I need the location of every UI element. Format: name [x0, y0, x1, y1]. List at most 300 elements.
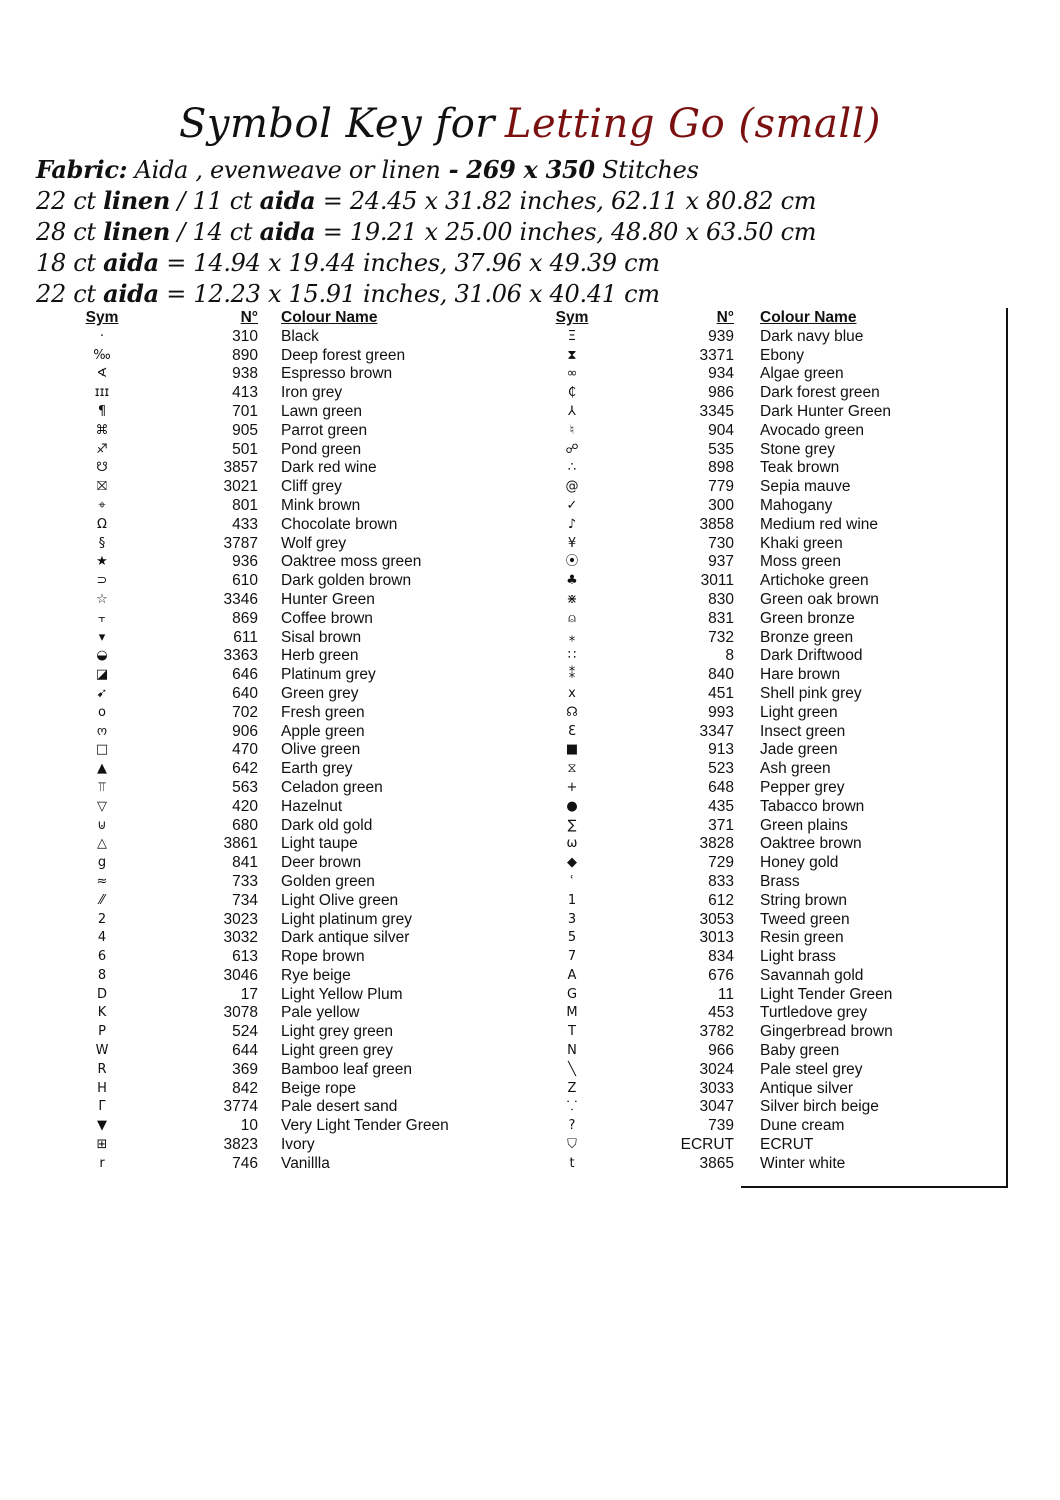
- symbol-icon: ♣: [566, 573, 578, 589]
- colour-name: Fresh green: [281, 703, 365, 721]
- colour-name: Bamboo leaf green: [281, 1060, 412, 1078]
- symbol-icon: ∷: [567, 648, 577, 664]
- count: 11 ct: [192, 187, 253, 215]
- dmc-number: 937: [708, 553, 734, 571]
- symbol-icon: r: [99, 1155, 105, 1171]
- colour-name: Green bronze: [760, 609, 855, 627]
- symbol-icon: ≈: [96, 873, 108, 889]
- dmc-number: 3047: [699, 1098, 734, 1116]
- fabric-type: aida: [259, 186, 316, 215]
- dmc-number: 612: [708, 891, 734, 909]
- symbol-icon: ⊍: [97, 817, 107, 833]
- dmc-number: 904: [708, 421, 734, 439]
- dmc-number: 934: [708, 365, 734, 383]
- symbol-icon: ⫪: [98, 779, 106, 795]
- dmc-number: 640: [232, 684, 258, 702]
- colour-name: Tabacco brown: [760, 797, 865, 815]
- symbol-icon: ω: [566, 836, 578, 852]
- dmc-number: 3032: [223, 929, 258, 947]
- symbol-icon: ♪: [567, 516, 577, 532]
- symbol-icon: △: [97, 836, 107, 852]
- dmc-number: 420: [232, 797, 258, 815]
- symbol-icon: ✓: [566, 497, 578, 513]
- colour-name: Beige rope: [281, 1079, 356, 1097]
- symbol-icon: ◒: [96, 648, 108, 664]
- dimensions: = 12.23 x 15.91 inches, 31.06 x 40.41 cm: [166, 280, 660, 308]
- colour-name: Dark navy blue: [760, 327, 864, 345]
- dmc-number: 642: [232, 760, 258, 778]
- colour-name: Honey gold: [760, 854, 839, 872]
- symbol-icon: ∑: [567, 817, 577, 833]
- symbol-icon: ⁎: [568, 629, 576, 645]
- colour-name: Light green grey: [281, 1042, 394, 1060]
- symbol-icon: ¶: [97, 403, 107, 419]
- colour-name: Antique silver: [760, 1079, 854, 1097]
- dmc-number: 300: [708, 496, 734, 514]
- symbol-icon: ⊃: [96, 573, 108, 589]
- symbol-icon: ◆: [567, 855, 577, 871]
- dmc-number: 905: [232, 421, 258, 439]
- colour-name: Insect green: [760, 722, 846, 740]
- symbol-icon: M: [566, 1005, 578, 1021]
- colour-name: Sisal brown: [281, 628, 362, 646]
- colour-name: Jade green: [760, 741, 838, 759]
- dmc-number: 501: [232, 440, 258, 458]
- symbol-icon: ☆: [96, 591, 108, 607]
- dmc-number: 830: [708, 590, 734, 608]
- symbol-icon: H: [97, 1080, 107, 1096]
- colour-name: Ebony: [760, 346, 804, 364]
- symbol-icon: ⋇: [566, 591, 578, 607]
- colour-name: Earth grey: [281, 760, 353, 778]
- colour-name: Savannah gold: [760, 966, 864, 984]
- symbol-icon: ?: [568, 1118, 576, 1134]
- dmc-number: 801: [232, 496, 258, 514]
- dmc-number: 470: [232, 741, 258, 759]
- dmc-number: 680: [232, 816, 258, 834]
- separator: /: [177, 218, 186, 246]
- symbol-icon: g: [97, 855, 107, 871]
- colour-name: Celadon green: [281, 778, 383, 796]
- dmc-number: 3021: [223, 478, 258, 496]
- colour-name: ECRUT: [760, 1136, 814, 1154]
- symbol-icon: 8: [97, 967, 107, 983]
- dmc-number: 3857: [223, 459, 258, 477]
- dmc-number: 648: [708, 778, 734, 796]
- symbol-icon: □: [95, 742, 109, 758]
- dmc-number: 3345: [699, 402, 734, 420]
- dmc-number: 3858: [699, 515, 734, 533]
- dmc-number: 310: [232, 327, 258, 345]
- size-line: [36, 278, 816, 309]
- symbol-icon: x: [568, 685, 576, 701]
- header-num: N°: [240, 309, 258, 326]
- symbol-icon: ■: [565, 742, 579, 758]
- symbol-icon: Z: [567, 1080, 577, 1096]
- stitch-count: 269 x 350: [466, 155, 595, 184]
- colour-name: Dark Driftwood: [760, 647, 863, 665]
- colour-name: Tweed green: [760, 910, 850, 928]
- dmc-number: 3865: [699, 1154, 734, 1172]
- symbol-icon: 6: [97, 949, 107, 965]
- dmc-number: 3828: [699, 835, 734, 853]
- symbol-icon: ∴: [567, 460, 577, 476]
- dmc-number: 701: [232, 402, 258, 420]
- colour-name: Medium red wine: [760, 515, 879, 533]
- symbol-icon: ɪɪɪ: [94, 385, 110, 401]
- colour-name: Rye beige: [281, 966, 351, 984]
- symbol-icon: ♮: [569, 422, 575, 438]
- count: 22 ct: [36, 280, 96, 308]
- symbol-icon: ▲: [97, 761, 107, 777]
- symbol-icon: T: [568, 1024, 576, 1040]
- colour-name: Espresso brown: [281, 365, 393, 383]
- dmc-number: 890: [232, 346, 258, 364]
- dmc-number: 841: [232, 854, 258, 872]
- symbol-icon: ♐: [96, 441, 108, 457]
- symbol-icon: ⁑: [568, 667, 576, 683]
- colour-name: Olive green: [281, 741, 361, 759]
- symbol-icon: +: [566, 779, 578, 795]
- fabric-type: aida: [259, 217, 316, 246]
- symbol-icon: ⅄: [568, 403, 576, 419]
- dmc-number: 453: [708, 1004, 734, 1022]
- symbol-icon: ⌖: [98, 497, 106, 513]
- colour-name: Light brass: [760, 948, 836, 966]
- colour-name: Green plains: [760, 816, 848, 834]
- colour-name: Mink brown: [281, 496, 361, 514]
- dmc-number: 739: [708, 1117, 734, 1135]
- colour-name: Green grey: [281, 684, 359, 702]
- dmc-number: 869: [232, 609, 258, 627]
- count: 18 ct: [36, 249, 96, 277]
- colour-name: Pepper grey: [760, 778, 845, 796]
- dmc-number: 535: [708, 440, 734, 458]
- colour-name: Turtledove grey: [760, 1004, 868, 1022]
- dmc-number: 433: [232, 515, 258, 533]
- dmc-number: 523: [708, 760, 734, 778]
- stitch-suffix: Stitches: [602, 156, 699, 184]
- colour-name: Light taupe: [281, 835, 358, 853]
- colour-name: Deep forest green: [281, 346, 406, 364]
- dmc-number: 834: [708, 948, 734, 966]
- colour-name: Algae green: [760, 365, 844, 383]
- fabric-line: [36, 154, 816, 185]
- dmc-number: 644: [232, 1042, 258, 1060]
- symbol-icon: G: [566, 986, 578, 1002]
- colour-name: Khaki green: [760, 534, 843, 552]
- colour-name: Deer brown: [281, 854, 362, 872]
- colour-name: Silver birch beige: [760, 1098, 879, 1116]
- dmc-number: 613: [232, 948, 258, 966]
- colour-name: Cliff grey: [281, 478, 342, 496]
- symbol-icon: o: [98, 704, 106, 720]
- dmc-number: 993: [708, 703, 734, 721]
- symbol-icon: t: [569, 1155, 575, 1171]
- colour-name: Avocado green: [760, 421, 864, 439]
- title-prefix: Symbol Key for: [178, 101, 495, 147]
- colour-name: Parrot green: [281, 421, 368, 439]
- symbol-icon: Ω: [97, 516, 107, 532]
- symbol-icon: ➹: [96, 685, 108, 701]
- symbol-icon: Γ: [98, 1099, 106, 1115]
- colour-name: Dune cream: [760, 1117, 845, 1135]
- colour-name: Gingerbread brown: [760, 1023, 893, 1041]
- colour-name: Iron grey: [281, 384, 343, 402]
- dmc-number: 11: [717, 985, 734, 1003]
- symbol-icon: ⍝: [568, 610, 576, 626]
- colour-name: Dark red wine: [281, 459, 377, 477]
- colour-name: Oaktree moss green: [281, 553, 422, 571]
- symbol-icon: ო: [96, 723, 108, 739]
- colour-name: Moss green: [760, 553, 841, 571]
- fabric-type: aida: [103, 279, 159, 308]
- symbol-icon: 5: [567, 930, 577, 946]
- symbol-icon: A: [567, 967, 577, 983]
- colour-name: Vanillla: [281, 1154, 330, 1172]
- colour-name: Light green: [760, 703, 838, 721]
- dmc-number: 729: [708, 854, 734, 872]
- symbol-icon: P: [98, 1024, 106, 1040]
- dmc-number: 831: [708, 609, 734, 627]
- dmc-number: 451: [708, 684, 734, 702]
- symbol-icon: N: [567, 1043, 577, 1059]
- dmc-number: 898: [708, 459, 734, 477]
- colour-name: Mahogany: [760, 496, 833, 514]
- count: 22 ct: [36, 187, 96, 215]
- colour-name: Teak brown: [760, 459, 840, 477]
- symbol-icon: ☍: [565, 441, 579, 457]
- header-colour-name: Colour Name: [281, 309, 378, 326]
- count: 14 ct: [192, 218, 253, 246]
- colour-name: Very Light Tender Green: [281, 1117, 449, 1135]
- dimensions: = 19.21 x 25.00 inches, 48.80 x 63.50 cm: [322, 218, 817, 246]
- symbol-icon: 7: [567, 949, 577, 965]
- table-border-bottom: [741, 1186, 1008, 1188]
- dmc-number: 840: [708, 666, 734, 684]
- symbol-icon: ⁄⁄: [99, 892, 105, 908]
- dmc-number: 733: [232, 872, 258, 890]
- colour-name: Dark golden brown: [281, 572, 412, 590]
- colour-name: Sepia mauve: [760, 478, 851, 496]
- header-sym: Sym: [85, 309, 119, 326]
- symbol-icon: ⸪: [566, 1099, 578, 1115]
- dmc-number: 17: [240, 985, 258, 1003]
- symbol-icon: ☋: [96, 460, 108, 476]
- symbol-icon: ʿ: [570, 873, 574, 889]
- colour-name: Dark antique silver: [281, 929, 410, 947]
- symbol-icon: ⫟: [98, 610, 106, 626]
- dmc-number: 3346: [223, 590, 258, 608]
- dmc-number: 966: [708, 1042, 734, 1060]
- dmc-number: 730: [708, 534, 734, 552]
- symbol-icon: ∢: [96, 366, 108, 382]
- fabric-type: linen: [103, 217, 171, 246]
- colour-name: Rope brown: [281, 948, 365, 966]
- dmc-number: 702: [232, 703, 258, 721]
- dmc-number: 3782: [699, 1023, 734, 1041]
- dmc-number: 8: [725, 647, 734, 665]
- dmc-number: 3371: [699, 346, 734, 364]
- colour-name: Light platinum grey: [281, 910, 412, 928]
- fabric-label: Fabric:: [36, 155, 128, 184]
- colour-name: Brass: [760, 872, 800, 890]
- colour-name: Light Tender Green: [760, 985, 893, 1003]
- symbol-icon: ⦿: [565, 554, 579, 570]
- colour-name: Bronze green: [760, 628, 854, 646]
- colour-name: Winter white: [760, 1154, 846, 1172]
- dmc-number: 3011: [700, 572, 734, 590]
- colour-name: Ash green: [760, 760, 831, 778]
- dmc-number: 3787: [223, 534, 258, 552]
- symbol-icon: ⧖: [567, 761, 577, 777]
- colour-name: Dark Hunter Green: [760, 402, 891, 420]
- size-line: [36, 247, 816, 278]
- symbol-icon: §: [98, 535, 106, 551]
- symbol-icon: ∞: [566, 366, 578, 382]
- colour-name: Golden green: [281, 872, 375, 890]
- dimensions: = 24.45 x 31.82 inches, 62.11 x 80.82 cm: [322, 187, 817, 215]
- symbol-icon: ⛉: [567, 1137, 577, 1153]
- dmc-number: 413: [232, 384, 258, 402]
- colour-name: Lawn green: [281, 402, 363, 420]
- dmc-number: 734: [232, 891, 258, 909]
- symbol-icon: ·: [99, 328, 105, 344]
- symbol-icon: ▽: [97, 798, 107, 814]
- symbol-icon: 1: [567, 892, 577, 908]
- colour-name: Pond green: [281, 440, 362, 458]
- colour-name: Pale desert sand: [281, 1098, 398, 1116]
- colour-name: Apple green: [281, 722, 365, 740]
- dmc-number: 3033: [699, 1079, 734, 1097]
- dmc-number: 3774: [223, 1098, 258, 1116]
- colour-name: Ivory: [281, 1136, 315, 1154]
- colour-name: Chocolate brown: [281, 515, 398, 533]
- colour-name: Light Olive green: [281, 891, 399, 909]
- colour-name: Hunter Green: [281, 590, 375, 608]
- count: 28 ct: [36, 218, 96, 246]
- header-sym: Sym: [555, 309, 589, 326]
- colour-name: Coffee brown: [281, 609, 373, 627]
- symbol-icon: ▾: [98, 629, 106, 645]
- dmc-number: 906: [232, 722, 258, 740]
- symbol-icon: ▼: [97, 1118, 107, 1134]
- dmc-number: ECRUT: [680, 1136, 734, 1154]
- symbol-icon: R: [97, 1061, 107, 1077]
- symbol-icon: Ɛ: [568, 723, 576, 739]
- symbol-icon: 2: [97, 911, 107, 927]
- colour-name: Baby green: [760, 1042, 840, 1060]
- dmc-number: 563: [232, 778, 258, 796]
- header-num: N°: [716, 309, 734, 326]
- dmc-number: 3363: [223, 647, 258, 665]
- dmc-number: 3347: [699, 722, 734, 740]
- colour-name: Artichoke green: [760, 572, 869, 590]
- fabric-type: aida: [103, 248, 159, 277]
- symbol-icon: D: [96, 986, 107, 1002]
- dmc-number: 3078: [223, 1004, 258, 1022]
- colour-name: String brown: [760, 891, 848, 909]
- symbol-icon: ◪: [95, 667, 109, 683]
- dmc-number: 611: [233, 628, 258, 646]
- dmc-number: 524: [232, 1023, 258, 1041]
- dmc-number: 3861: [223, 835, 258, 853]
- dmc-number: 746: [232, 1154, 258, 1172]
- symbol-icon: 3: [567, 911, 577, 927]
- dmc-number: 939: [708, 327, 734, 345]
- colour-name: Pale steel grey: [760, 1060, 863, 1078]
- dmc-number: 369: [232, 1060, 258, 1078]
- symbol-icon: 4: [97, 930, 107, 946]
- colour-name: Stone grey: [760, 440, 835, 458]
- colour-name: Dark old gold: [281, 816, 373, 834]
- colour-name: Herb green: [281, 647, 359, 665]
- colour-name: Dark forest green: [760, 384, 880, 402]
- dmc-number: 3053: [699, 910, 734, 928]
- colour-name: Resin green: [760, 929, 844, 947]
- separator: /: [177, 187, 186, 215]
- table-border-right: [1006, 308, 1008, 1188]
- dmc-number: 435: [708, 797, 734, 815]
- symbol-icon: ⊞: [96, 1137, 108, 1153]
- pattern-name: Letting Go (small): [504, 101, 882, 147]
- dmc-number: 732: [708, 628, 734, 646]
- colour-name: Wolf grey: [281, 534, 347, 552]
- dmc-number: 986: [708, 384, 734, 402]
- size-line: [36, 185, 816, 216]
- symbol-icon: K: [97, 1005, 107, 1021]
- colour-name: Hare brown: [760, 666, 841, 684]
- symbol-icon: ●: [566, 798, 578, 814]
- dmc-number: 371: [708, 816, 734, 834]
- symbol-icon: ☊: [566, 704, 578, 720]
- colour-name: Shell pink grey: [760, 684, 862, 702]
- dmc-number: 842: [232, 1079, 258, 1097]
- colour-name: Light grey green: [281, 1023, 394, 1041]
- colour-name: Oaktree brown: [760, 835, 862, 853]
- symbol-icon: @: [565, 479, 579, 495]
- colour-name: Light Yellow Plum: [281, 985, 403, 1003]
- symbol-icon: ⛝: [97, 479, 107, 495]
- header-colour-name: Colour Name: [760, 309, 857, 326]
- fabric-types: Aida , evenweave or linen: [134, 156, 441, 184]
- symbol-icon: ¥: [567, 535, 577, 551]
- dmc-number: 913: [708, 741, 734, 759]
- fabric-type: linen: [103, 186, 171, 215]
- dmc-number: 3046: [223, 966, 258, 984]
- symbol-icon: ⌘: [95, 422, 109, 438]
- dmc-number: 938: [232, 365, 258, 383]
- colour-name: Pale yellow: [281, 1004, 360, 1022]
- dmc-number: 676: [708, 966, 734, 984]
- symbol-icon: ‰: [93, 347, 111, 363]
- dmc-number: 610: [232, 572, 258, 590]
- colour-name: Black: [281, 327, 319, 345]
- fabric-info: [36, 154, 816, 309]
- symbol-icon: ★: [96, 554, 108, 570]
- dmc-number: 779: [708, 478, 734, 496]
- dmc-number: 936: [232, 553, 258, 571]
- dmc-number: 3013: [699, 929, 734, 947]
- dmc-number: 3023: [223, 910, 258, 928]
- colour-name: Platinum grey: [281, 666, 376, 684]
- fabric-separator: -: [440, 155, 467, 184]
- dmc-number: 646: [232, 666, 258, 684]
- symbol-icon: ⧗: [567, 347, 577, 363]
- colour-name: Hazelnut: [281, 797, 343, 815]
- dmc-number: 3024: [699, 1060, 734, 1078]
- dimensions: = 14.94 x 19.44 inches, 37.96 x 49.39 cm: [166, 249, 660, 277]
